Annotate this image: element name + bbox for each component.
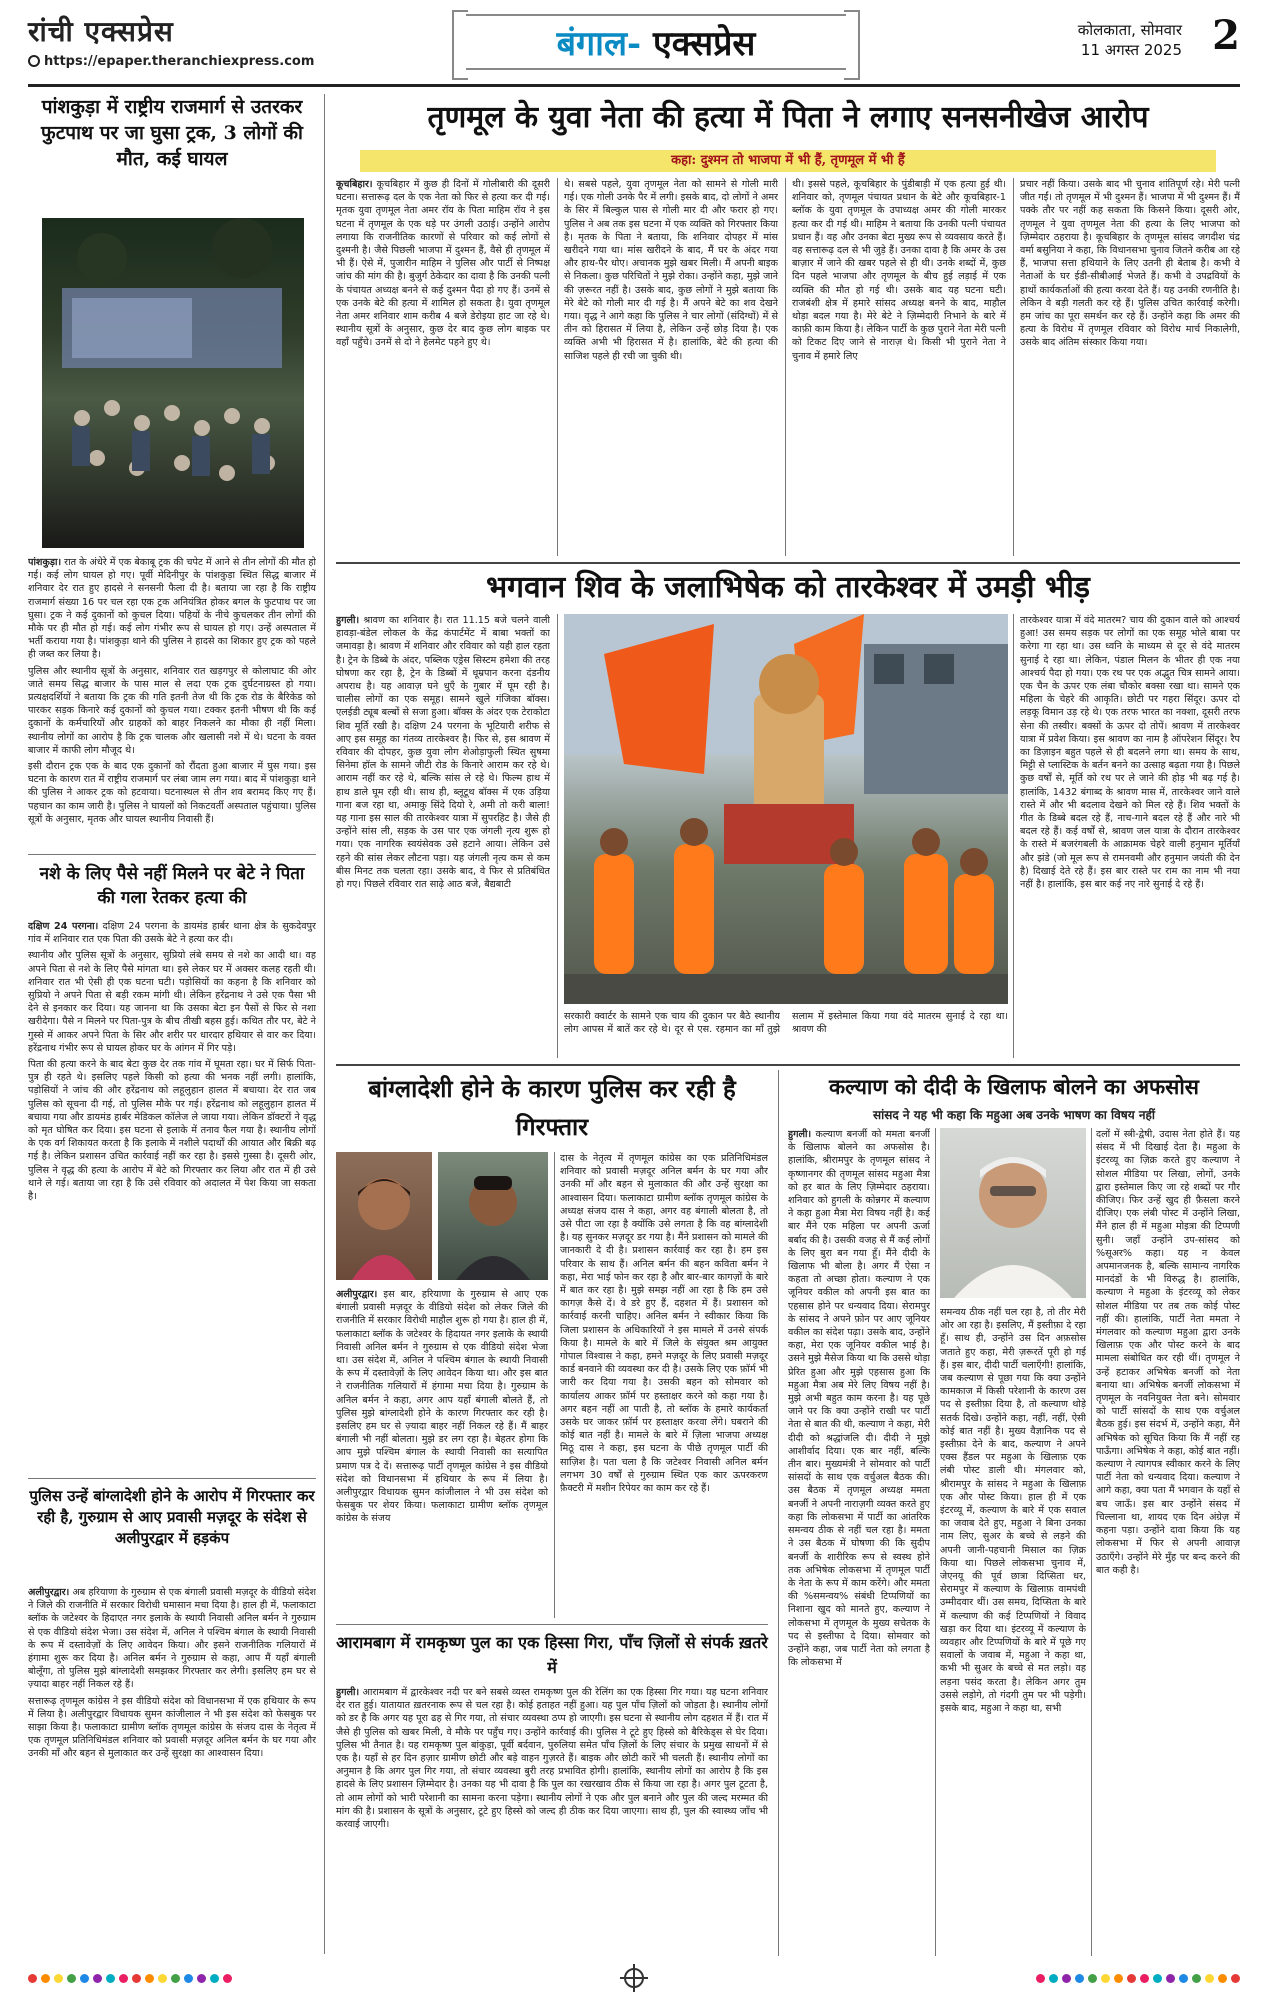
masthead-rule (28, 84, 1240, 87)
color-bar-right (1036, 1974, 1240, 1983)
lead-col4: प्रचार नहीं किया। उसके बाद भी चुनाव शांतिपूर्ण रहे। मेरी पत्नी जीत गईं। तो तृणमूल में भी दुश्मन हैं। भाजपा में भी दुश्मन हैं। मैं पक्के तौर पर नहीं कह सकता कि किसने किया। दूसरी ओर, तृणमूल ने युवा तृणमूल नेता की हत्या के लिए भाजपा को ज़िम्मेदार ठहराया है। कूचबिहार के तृणमूल सांसद जगदीश चंद्र वर्मा बसुनिया ने कहा, कि विधानसभा चुनाव जितने करीब आ रहे हैं, भाजपा सत्ता हथियाने के लिए उतनी ही बेताब है। कभी वे नेताओं के घर ईडी-सीबीआई भेजते हैं। कभी वे उपद्रवियों के हाथों कार्यकर्ताओं की हत्या करवा देते हैं। यह उनकी रणनीति है। लेकिन वे बड़ी गलती कर रहे हैं। पुलिस उचित कार्रवाई करेगी। हम जांच का पूरा समर्थन कर रहे हैं। उन्होंने कहा कि अमर की हत्या के विरोध में तृणमूल रविवार को विरोध मार्च निकालेगी, उसके बाद अंतिम संस्कार किया गया। (1020, 179, 1240, 349)
color-dot (1088, 1974, 1097, 1983)
color-dot (1205, 1974, 1214, 1983)
story2-dateline: दक्षिण 24 परगना। (28, 921, 99, 932)
color-dot (210, 1974, 219, 1983)
lead-col3: थी। इससे पहले, कूचबिहार के पुंडीबाड़ी में एक हत्या हुई थी। शनिवार को, तृणमूल पंचायत प्रधान के बेटे और कूचबिहार-1 ब्लॉक के युवा तृणमूल के उपाध्यक्ष अमर की गोली मारकर हत्या कर दी गई थी। माहिम ने बताया कि उनकी पत्नी पंचायत प्रधान हैं। वह और उनका बेटा मुख्य रूप से व्यवसाय करते हैं। वह सत्तारूढ़ दल से भी जुड़े हैं। उनका दावा है कि अमर के उस बाज़ार में जाने की खबर पहले से ही थी। उनके शब्दों में, कुछ दिन पहले भाजपा और तृणमूल के बीच हुई लड़ाई में एक व्यक्ति की मौत हो गई थी। उसके बाद यह घटना घटी। राजबंशी क्षेत्र में हमारे सांसद अध्यक्ष बनने के बाद, माहौल थोड़ा बदल गया है। मेरे बेटे ने ज़िम्मेदारी निभाने के बारे में काफ़ी काम किया है। लेकिन पार्टी के कुछ पुराने नेता मेरी पत्नी को टिकट दिए जाने से नाराज़ थे। किसी भी पुराने नेता ने चुनाव में हमारे लिए (792, 179, 1006, 362)
color-dot (184, 1974, 193, 1983)
color-dot (28, 1974, 37, 1983)
color-bar-left (28, 1974, 232, 1983)
story3-dateline: अलीपुरद्वार। (28, 1587, 70, 1598)
paper-name[interactable]: रांची एक्सप्रेस (28, 15, 174, 48)
tarakeswar-rule-2 (1013, 614, 1014, 1058)
lead-subhead: कहा: दुश्मन तो भाजपा में भी हैं, तृणमूल में भी हैं (360, 150, 1216, 172)
city-day: कोलकाता, सोमवार (1077, 21, 1182, 39)
lead-rule-1 (557, 178, 558, 556)
color-dot (119, 1974, 128, 1983)
color-dot (145, 1974, 154, 1983)
tarakeswar-col1 (336, 614, 550, 1058)
registration-mark-icon (624, 1968, 644, 1988)
color-dot (1114, 1974, 1123, 1983)
kalyan-col2: समन्वय ठीक नहीं चल रहा है, तो तीर मेरी ओर आ रहा है। इसलिए, मैं इस्तीफ़ा दे रहा हूँ। साथ ही, उन्होंने उस दिन अफ़सोस जताते हुए कहा, मेरी ज़रूरतें पूरी हो गई हैं। इस बार, दीदी पार्टी चलाएँगी! हालांकि, जब कल्याण से पूछा गया कि क्या उन्होंने कामकाज में किसी परेशानी के कारण उस पद से इस्तीफ़ा दिया है, तो कल्याण थोड़े सतर्क दिखे। उन्होंने कहा, नहीं, नहीं, ऐसी कोई बात नहीं है। मुख्य वैज्ञानिक पद से इस्तीफ़ा देने के बाद, कल्याण ने अपने एक्स हैंडल पर महुआ के खिलाफ़ एक लंबी पोस्ट डाली थी। मंगलवार को, श्रीरामपुर के सांसद ने महुआ के खिलाफ़ एक और पोस्ट किया। हाल ही में एक इंटरव्यू में, कल्याण के बारे में एक सवाल का जवाब देते हुए, महुआ ने बिना उनका नाम लिए, सुअर के बच्चे से लड़ने की अपनी जानी-पहचानी मिसाल का ज़िक्र किया था। पिछले लोकसभा चुनाव में, जेएनयू की पूर्व छात्रा दिप्सिता धर, सेरामपुर में कल्याण के खिलाफ़ वामपंथी उम्मीदवार थीं। उस समय, दिप्सिता के बारे में कल्याण की कई टिप्पणियों ने विवाद खड़ा कर दिया था। इंटरव्यू में कल्याण के व्यवहार और टिप्पणियों के बारे में पूछे गए सवालों के जवाब में, महुआ ने कहा था, कभी भी सुअर के बच्चे से मत लड़ो। वह लड़ना पसंद करता है। लेकिन अगर तुम उससे लड़ोगे, तो गंदगी तुम पर भी पड़ेगी। इसके बाद, महुआ ने कहा था, सभी (940, 1307, 1086, 1715)
lead-dateline: कूचबिहार। (336, 179, 373, 190)
arambagh-body (336, 1686, 768, 1956)
section-title (557, 19, 756, 65)
color-dot (67, 1974, 76, 1983)
color-dot (93, 1974, 102, 1983)
lead-headline[interactable]: तृणमूल के युवा नेता की हत्या में पिता ने लगाए सनसनीखेज आरोप (427, 100, 1149, 135)
color-dot (1049, 1974, 1058, 1983)
kalyan-headline[interactable]: कल्याण को दीदी के खिलाफ बोलने का अफसोस (828, 1074, 1200, 1099)
tarakeswar-dateline: हुगली। (336, 615, 360, 626)
kalyan-dateline: हुगली। (788, 1129, 812, 1140)
kalyan-portrait-illustration (940, 1128, 1086, 1298)
migrant-worker-illustration (438, 1152, 548, 1280)
lead-col1-text: कूचबिहार में कुछ ही दिनों में गोलीबारी की दूसरी घटना। सत्तारूढ़ दल के एक नेता को फिर से हत्या कर दी गई। मृतक युवा तृणमूल नेता अमर रॉय के पिता माहिम रॉय ने इस घटना में तृणमूल के एक धड़े पर उंगली उठाई। उन्होंने आरोप लगाया कि राजनीतिक कारणों से परिवार को कई लोगों से दुश्मनी है। जैसे पिछली भाजपा में दुश्मन हैं, वैसे ही तृणमूल में भी हैं। ऐसे में, पुजारीन माहिम ने पुलिस और पार्टी से निष्पक्ष जांच की मांग की है। बुजुर्ग ठेकेदार का दावा है कि उनकी पत्नी के पंचायत अध्यक्ष बनने से कई दुश्मन पैदा हो गए हैं। उनमें से एक उनके बेटे की हत्या में शामिल हो सकता है। युवा तृणमूल नेता अमर शनिवार शाम करीब 4 बजे डेरोइया हाट जा रहे थे। स्थानीय सूत्रों के अनुसार, कुछ देर बाद कुछ लोग बाइक पर वहाँ पहुँचे। उनमें से दो ने हेलमेट पहने हुए थे। (336, 179, 550, 349)
kalyan-subhead: सांसद ने यह भी कहा कि महुआ अब उनके भाषण का विषय नहीं (873, 1108, 1155, 1122)
tarakeswar-caption-text: सरकारी क्वार्टर के सामने एक चाय की दुकान पर बैठे स्थानीय लोग आपस में बातें कर रहे थे। दूर से एस. रहमान का माँ तुझे सलाम में इस्तेमाल किया गया वंदे मातरम सुनाई दे रहा था। श्रावण की (564, 1011, 1008, 1036)
tarakeswar-rule-1 (557, 614, 558, 1058)
kalyan-rule-1 (935, 1128, 936, 1956)
color-dot (1101, 1974, 1110, 1983)
bangladeshi-bottom-rule (336, 1624, 768, 1625)
tarakeswar-headline[interactable]: भगवान शिव के जलाभिषेक को तारकेश्वर में उमड़ी भीड़ (486, 570, 1090, 605)
kalyan-col3: दलों में स्त्री-द्वेषी, उदास नेता होते हैं। यह संसद में भी दिखाई देता है। महुआ के इंटरव्यू का ज़िक्र करते हुए कल्याण ने सोशल मीडिया पर लिखा, लोगों, उनके द्वारा इस्तेमाल किए जा रहे शब्दों पर गौर कीजिए। फिर उन्हें खुद ही फ़ैसला करने दीजिए। एक लंबी पोस्ट में उन्होंने लिखा, मैंने हाल ही में महुआ मोइत्रा की टिप्पणी सुनी। जहाँ उन्होंने उप-सांसद को %सूअर% कहा। यह न केवल अपमानजनक है, बल्कि सामान्य नागरिक मानदंडों के भी विरुद्ध है। हालांकि, कल्याण ने महुआ के इंटरव्यू को लेकर सोशल मीडिया पर तब तक कोई पोस्ट नहीं की। हालांकि, पार्टी नेता ममता ने मंगलवार को कल्याण महुआ द्वारा उनके खिलाफ़ एक और पोस्ट करने के बाद मामला संबोधित कर रही थीं। तृणमूल ने उन्हें हटाकर अभिषेक बनर्जी को नेता बनाया था। अभिषेक बनर्जी लोकसभा में तृणमूल के नवनियुक्त नेता बने। सोमवार को पार्टी सांसदों के साथ एक वर्चुअल बैठक हुई। इस संदर्भ में, उन्होंने कहा, मैंने अभिषेक को सूचित किया कि मैं नहीं रह पाऊँगा। अभिषेक ने कहा, कोई बात नहीं। कल्याण ने त्यागपत्र स्वीकार करने के लिए पार्टी नेता को धन्यवाद दिया। कल्याण ने आगे कहा, क्या पता मैं भगवान के यहाँ से बच जाऊँ। इस बार उन्होंने संसद में चिल्लाना था, शायद एक दिन अंग्रेज़ में कहना पड़ा। उन्होंने दावा किया कि यह लोकसभा में फिर से अपनी आवाज़ उठाएँगे। उन्होंने मेरे मुँह पर बन्द करने की बात कही है। (1096, 1129, 1240, 1576)
dateline-box (1078, 20, 1182, 60)
center-right-rule (778, 1070, 779, 1956)
lead-col1 (336, 178, 550, 556)
section-title-part1: बंगाल- (556, 24, 642, 64)
kalyan-col1-text: कल्याण बनर्जी को ममता बनर्जी के खिलाफ बोलने का अफसोस है। हालांकि, श्रीरामपुर के तृणमूल सांसद ने कृष्णानगर की तृणमूल सांसद महुआ मैत्रा को हर बात के लिए ज़िम्मेदार ठहराया। शनिवार को हुगली के कोन्नगर में कल्याण ने कहा हुआ मैत्रा मेरा विषय नहीं है। कई बार मैंने एक महिला पर अपनी ऊर्जा बर्बाद की है। उसकी वजह से मैं कई लोगों के लिए बुरा बन गया हूँ। मैंने दीदी के खिलाफ भी बोला है। अगर मैं ऐसा न कहता तो अच्छा होता। कल्याण ने एक जूनियर वकील को अपनी इस बात का एहसास होने पर धन्यवाद दिया। सेरामपुर के सांसद ने अपने फ़ोन पर आए जूनियर वकील का संदेश पढ़ा। उसके बाद, उन्होंने कहा, मेरा एक जूनियर वकील भाई है। उसने मुझे मैसेज किया था कि उससे थोड़ा प्रेरित हुआ और मुझे एहसास हुआ कि महुआ मैत्रा अब मेरे लिए विषय नहीं है। मुझे अभी बहुत काम करना है। यह पूछे जाने पर कि क्या उन्होंने राखी पर पार्टी नेता से बात की थी, कल्याण ने कहा, मेरी दीदी को श्रद्धांजलि दी। दीदी ने मुझे आशीर्वाद दिया। एक बार नहीं, बल्कि तीन बार। मुख्यमंत्री ने सोमवार को पार्टी सांसदों के साथ एक वर्चुअल बैठक की। उस बैठक में तृणमूल अध्यक्ष ममता बनर्जी ने अपनी नाराज़गी व्यक्त करते हुए कहा कि लोकसभा में पार्टी का आंतरिक समन्वय ठीक से नहीं चल रहा है। ममता ने उस बैठक में घोषणा की कि सुदीप बनर्जी के शारीरिक रूप से स्वस्थ होने तक अभिषेक लोकसभा में तृणमूल पार्टी के नेता के रूप में काम करेंगे। और ममता की %समन्वय% संबंधी टिप्पणियों का निशाना खुद को मानते हुए, कल्याण ने लोकसभा में तृणमूल के मुख्य सचेतक के पद से इस्तीफा दे दिया। सोमवार को उन्होंने कहा, जब पार्टी नेता को लगता है कि लोकसभा में (788, 1129, 930, 1669)
bangladeshi-headline[interactable]: बांग्लादेशी होने के कारण पुलिस कर रही है गिरफ्तार (368, 1074, 736, 1141)
tarakeswar-bottom-rule (336, 1064, 1240, 1066)
lead-bottom-rule (336, 562, 1240, 564)
story1-dateline: पांशकुड़ा। (28, 557, 62, 568)
section-title-part2: एक्सप्रेस (641, 24, 756, 64)
color-dot (1075, 1974, 1084, 1983)
bangladeshi-dateline: अलीपुरद्वार। (336, 1289, 378, 1300)
story3-body (28, 1586, 316, 1952)
color-dot (171, 1974, 180, 1983)
story2-body-p2: स्थानीय और पुलिस सूत्रों के अनुसार, सुप्रियो लंबे समय से नशे का आदी था। वह अपने पिता से नशे के लिए पैसे मांगता था। इसे लेकर घर में अक्सर कलह रहती थी। शनिवार रात भी ऐसी ही एक घटना घटी। पड़ोसियों का कहना है कि शनिवार को सुप्रियो ने अपने पिता से बड़ी रकम मांगी थी। लेकिन हरेंद्रनाथ ने उसे एक पैसा भी देने से इनकार कर दिया। यह जानना था कि उसका बेटा इन पैसों से फिर से नशा खरीदेगा। पैसे न मिलने पर पिता-पुत्र के बीच तीखी बहस हुई। कथित तौर पर, बेटे ने गुस्से में आकर अपने पिता के सिर और शरीर पर धारदार हथियार से वार कर दिया। हरेंद्रनाथ गंभीर रूप से घायल होकर घर के आंगन में गिर पड़े। (28, 950, 316, 1054)
lead-rule-2 (785, 178, 786, 556)
tarakeswar-col3: तारकेश्वर यात्रा में वंदे मातरम? चाय की दुकान वाले को आश्चर्य हुआ! उस समय सड़क पर लोगों का एक समूह भोले बाबा पर करेगा गा रहा था। उस ध्वनि के माध्यम से दूर से वंदे मातरम सुनाई दे रहा था। लेकिन, पंडाल मिलन के भीतर ही एक नया आश्चर्य पैदा हो गया। एक रथ पर एक अद्भुत चित्र सामने आया। एक चैन के ऊपर एक लंबा चौकोर बक्सा रखा था। सामने एक महिला के चेहरे की आकृति। छोटी पर गहरा सिंदूर। ऊपर दो लड़कू विमान उड़ रहे थे। एक तरफ भारत का नक्शा, दूसरी तरफ सेना की तस्वीर। बक्सों के ऊपर दो तोपें। श्रावण में तारकेश्वर यात्रा में प्रवेश किया। इस श्रावण का नाम है ऑपरेशन सिंदूर। रैप का डिज़ाइन बहुत पहले से ही बदलने लगा था। समय के साथ, मिट्टी से प्लास्टिक के बर्तन बनने का उत्साह बढ़ता गया है। पिछले कुछ वर्षों से, मूर्ति को रथ पर ले जाने की होड़ भी बढ़ गई है। हालांकि, 1432 बंगाब्द के श्रावण मास में, तारकेश्वर जाने वाले रास्ते में और भी बदलाव देखने को मिल रहे हैं। शिव भक्तों के गीत के डिब्बे बदल रहे हैं, नाच-गाने बदल रहे हैं और नारे भी बदल रहे हैं। कई वर्षों से, श्रावण जल यात्रा के दौरान तारकेश्वर के रास्ते में बजरंगबली के आक्रामक चेहरे वाली हनुमान मूर्तियाँ और झंडे (जो मूल रूप से रामनवमी और हनुमान जयंती की देन है) दिखाई देते रहे हैं। इस बार रास्ते पर राम का नाम भी नया नहीं है। हालांकि, इस बार कई नए नारे सुनाई दे रहे हैं। (1020, 615, 1240, 891)
story3-headline[interactable]: पुलिस उन्हें बांग्लादेशी होने के आरोप में गिरफ्तार कर रही है, गुरुग्राम से आए प्रवासी मज़दूर के संदेश से अलीपुरद्वार में हड़कंप (29, 1487, 315, 1547)
left-divider-2 (28, 1478, 316, 1479)
epaper-url-text[interactable]: https://epaper.theranchiexpress.com (44, 54, 315, 69)
globe-icon (28, 55, 40, 67)
migrant-worker-photo[interactable] (438, 1152, 548, 1280)
left-column (28, 94, 316, 1954)
section-banner (466, 14, 846, 70)
kanwar-yatra-illustration (564, 614, 1008, 1004)
truck-accident-illustration (42, 218, 304, 548)
arambagh-dateline: हुगली। (336, 1687, 360, 1698)
color-dot (106, 1974, 115, 1983)
color-dot (1140, 1974, 1149, 1983)
color-dot (197, 1974, 206, 1983)
story3-body-p2: सत्तारूढ़ तृणमूल कांग्रेस ने इस वीडियो संदेश को विधानसभा में एक हथियार के रूप में लिया है। अलीपुरद्वार विधायक सुमन कांजीलाल ने भी इस संदेश को फेसबुक पर साझा किया है। फलाकाटा ग्रामीण ब्लॉक तृणमूल कांग्रेस के संजय दास के नेतृत्व में एक तृणमूल प्रतिनिधिमंडल शनिवार को प्रवासी मज़दूर अनिल बर्मन के घर गया और उनकी माँ और बहन से मुलाकात कर उन्हें सुरक्षा का आश्वासन दिया। (28, 1695, 316, 1760)
bangladeshi-col2: दास के नेतृत्व में तृणमूल कांग्रेस का एक प्रतिनिधिमंडल शनिवार को प्रवासी मज़दूर अनिल बर्मन के घर गया और उनकी माँ और बहन से मुलाकात की और उन्हें सुरक्षा का आश्वासन दिया। फलाकाटा ग्रामीण ब्लॉक तृणमूल कांग्रेस के अध्यक्ष संजय दास ने कहा, अगर वह बंगाली बोलता है, तो उसे पीटा जा रहा है क्योंकि उसे लगता है कि वह बांग्लादेशी है। यह सुनकर मज़दूर डर गया है। मैंने प्रशासन को मामले की जानकारी दे दी है। प्रशासन कार्रवाई कर रहा है। हम इस परिवार के साथ हैं। अनिल बर्मन की बहन कविता बर्मन ने कहा, मेरा भाई फोन कर रहा है और बार-बार कागज़ों के बारे में बात कर रहा है। मुझे समझ नहीं आ रहा है कि हम उसे कागज़ कैसे दें। वे डरे हुए हैं, दहशत में हैं। प्रशासन को कार्रवाई करनी चाहिए। अनिल बर्मन ने स्वीकार किया कि जिला प्रशासन के अधिकारियों ने इस मामले में उनसे संपर्क किया है। मामले के बारे में जिले के संयुक्त श्रम आयुक्त गोपाल विश्वास ने कहा, हमने मज़दूर के लिए प्रवासी मज़दूर कार्ड बनवाने की व्यवस्था कर दी है। उसके लिए एक फ़ॉर्म भी जारी कर दिया गया है। उसकी बहन को सोमवार को कार्यालय आकर फ़ॉर्म पर हस्ताक्षर करने को कहा गया है। अगर बहन नहीं आ पाती है, तो ब्लॉक के हमारे कार्यकर्ता उसके घर जाकर फ़ॉर्म पर हस्ताक्षर करवा लेंगे। घबराने की कोई बात नहीं है। मामले के बारे में ज़िला भाजपा अध्यक्ष मिठू दास ने कहा, इस घटना के पीछे तृणमूल पार्टी की साज़िश है। पता चला है कि जटेश्वर निवासी अनिल बर्मन लगभग 30 वर्षों से गुरुग्राम स्थित एक कार ऊपरकरण फ़ैक्टरी में मशीन रिपेयर का काम कर रहे हैं। (560, 1153, 768, 1495)
tarakeswar-col1-text: श्रावण का शनिवार है। रात 11.15 बजे चलने वाली हावड़ा-बंडेल लोकल के केंद्र कंपार्टमेंट में बाबा भक्तों का जमावड़ा है। श्रावण में शनिवार और रविवार को यही हाल रहता है। ट्रेन के डिब्बे के अंदर, पब्लिक एड्रेस सिस्टम हमेशा की तरह घोषणा कर रहा है, ट्रेन के डिब्बों में धूम्रपान करना दंडनीय अपराध है। यह आवाज़ घने धुएँ के गुबार में घूम रही है। चालीस लोगों का एक समूह। सामने खुले गंजिका बॉक्स। एलईडी ट्यूब बल्बों से सजा हुआ। बॉक्स के अंदर एक टेराकोटा शिव मूर्ति रखी है। दक्षिण 24 परगना के भूटियारी शरीफ से आए इस समूह का गंतव्य तारकेश्वर है। फिर से, इस श्रावण में रविवार की दोपहर, कुछ युवा लोग शेओड़ाफुली स्थित सुषमा सिनेमा हॉल के सामने जीटी रोड के किनारे आराम कर रहे थे। आराम नहीं कर रहे थे, बल्कि सांस ले रहे थे। फिल्म हाथ में हाथ डाले घूम रही थी। साथ ही, ब्लूटूथ बॉक्स में एक उड़िया गाना बज रहा था, अमाकु सिंदे दियो रे, अमी तो करी बाला! यह गाना इस साल की तारकेश्वर यात्रा में सुपरहिट है। जैसे ही उन्होंने सांस ली, सड़क के उस पार एक जंगली नृत्य शुरू हो गया। एक नागरिक स्वयंसेवक उसे हटाने आया। लेकिन उसे रहने की सांस लेकर लौटना पड़ा। यह जंगली नृत्य कम से कम बीस मिनट तक चलता रहा। उसके बाद, वे फिर से प्रतिबंधित हो गए। पिछले रविवार रात साढ़े आठ बजे, बैद्यबाटी (336, 615, 550, 891)
kalyan-col1 (788, 1128, 930, 1956)
bangladeshi-rule-1 (554, 1152, 555, 1618)
story1-headline[interactable]: पांशकुड़ा में राष्ट्रीय राजमार्ग से उतरकर फुटपाथ पर जा घुसा ट्रक, 3 लोगों की मौत, कई घायल (41, 96, 303, 170)
color-dot (41, 1974, 50, 1983)
color-dot (1231, 1974, 1240, 1983)
lead-rule-3 (1013, 178, 1014, 556)
masthead (28, 10, 1240, 80)
story1-body-p2: पुलिस और स्थानीय सूत्रों के अनुसार, शनिवार रात खड़गपुर से कोलाघाट की ओर जाते समय सिद्ध बाजार के पास माल से लदा एक ट्रक दुर्घटनाग्रस्त हो गया। प्रत्यक्षदर्शियों ने बताया कि ट्रक की गति इतनी तेज थी कि ट्रक रोड के बैरिकेड को पारकर सड़क किनारे कई दुकानों को कुचल गया। टक्कर इतनी भीषण थी कि कई दुकानों के कर्मचारियों और ग्राहकों को बाहर निकलने का मौका ही नहीं मिला। स्थानीय लोगों का आरोप है कि ट्रक चालक और खलासी नशे में थे। घटना के वक्त बाजार में काफी लोग मौजूद थे। (28, 665, 316, 756)
color-dot (1153, 1974, 1162, 1983)
color-dot (1166, 1974, 1175, 1983)
lead-col2: थे। सबसे पहले, युवा तृणमूल नेता को सामने से गोली मारी गई। एक गोली उनके पैर में लगी। इसके बाद, दो लोगों ने अमर के सिर में बिल्कुल पास से गोली मार दी और फरार हो गए। पुलिस ने अब तक इस घटना में एक व्यक्ति को गिरफ्तार किया है। मृतक के पिता ने बताया, कि शनिवार दोपहर में मांस खरीदने गया था। मांस खरीदने के बाद, मैं घर के अंदर गया और हाथ-पैर धोए। अचानक मुझे खबर मिली। मैं अपनी बाइक से निकला। कुछ परिचितों ने मुझे रोका। उन्होंने कहा, मुझे जाने की ज़रूरत नहीं है। उसके बाद, कुछ लोगों ने मुझे बताया कि मेरे बेटे को गोली मार दी गई है। मैं अपने बेटे का शव देखने गया। वृद्ध ने आगे कहा कि पुलिस ने चार लोगों (संदिग्धों) में से तीन को हिरासत में लिया है, लेकिन उन्हें छोड़ दिया है। एक व्यक्ति अभी भी हिरासत में है। हालांकि, बेटे की हत्या की साजिश पहले ही रची जा चुकी थी। (564, 179, 778, 362)
truck-accident-photo[interactable] (42, 218, 304, 548)
story1-body (28, 556, 316, 846)
color-dot (1192, 1974, 1201, 1983)
kalyan-rule-2 (1091, 1128, 1092, 1956)
arambagh-body-text: आरामबाग में द्वारकेश्वर नदी पर बने सबसे व्यस्त रामकृष्ण पुल की रेलिंग का एक हिस्सा गिर गया। यह घटना शनिवार देर रात हुई। यातायात ख़तरनाक रूप से चल रहा है। कोई हताहत नहीं हुआ। यह पुल पाँच ज़िलों को जोड़ता है। स्थानीय लोगों को डर है कि अगर यह पूरा ढह से गिर गया, तो संचार व्यवस्था ठप्प हो जाएगी। इस घटना से स्थानीय लोग दहशत में हैं। रात में जैसे ही पुलिस को खबर मिली, वे मौके पर पहुँच गए। उन्होंने कार्रवाई की। पुलिस ने टूटे हुए हिस्से को बैरिकेड्स से घेर दिया। पुलिस भी तैनात है। यह रामकृष्ण पुल बांकुड़ा, पूर्वी बर्दवान, पुरुलिया समेत पाँच ज़िलों के लिए संचार के प्रमुख साधनों में से एक है। यहाँ से हर दिन हज़ार ग्रामीण छोटी और बड़े वाहन गुज़रते हैं। बाइक और छोटी कारें भी चलती हैं। स्थानीय लोगों का अनुमान है कि अगर पुल गिर गया, तो संचार व्यवस्था बुरी तरह प्रभावित होगी। हालांकि, स्थानीय लोगों का आरोप है कि इस हादसे के लिए प्रशासन ज़िम्मेदार है। उनका यह भी दावा है कि पुल का रखरखाव ठीक से किया जा रहा है। अगर पुल टूटता है, तो आम लोगों को भारी परेशानी का सामना करना पड़ेगा। स्थानीय लोगों ने एक और पुल बनाने और पुल की जल्द मरम्मत की मांग की है। प्रशासन के सूत्रों के अनुसार, टूटे हुए हिस्से को जल्द ही ठीक कर दिया जाएगा। साथ ही, पुल की स्वास्थ्य जाँच भी करवाई जाएगी। (336, 1687, 768, 1831)
left-column-rule (324, 94, 325, 1954)
story1-body-p3: इसी दौरान ट्रक एक के बाद एक दुकानों को रौंदता हुआ बाजार में घुस गया। इस घटना के कारण रात में राष्ट्रीय राजमार्ग पर लंबा जाम लग गया। बाद में पांशकुड़ा थाने की पुलिस ने आकर ट्रक को हटवाया। घटनास्थल से तीन शव बरामद किए गए हैं। पहचान का काम जारी है। पुलिस ने घायलों को निकटवर्ती अस्पताल पहुंचाया। पुलिस सूत्रों के अनुसार, मृतक और घायल स्थानीय निवासी हैं। (28, 761, 316, 825)
color-dot (54, 1974, 63, 1983)
color-dot (132, 1974, 141, 1983)
color-dot (1127, 1974, 1136, 1983)
color-dot (1036, 1974, 1045, 1983)
page-number: 2 (1212, 12, 1240, 59)
story2-body (28, 920, 316, 1470)
color-dot (158, 1974, 167, 1983)
issue-date: 11 अगस्त 2025 (1080, 41, 1182, 59)
left-divider-1 (28, 854, 316, 855)
story2-headline[interactable]: नशे के लिए पैसे नहीं मिलने पर बेटे ने पिता की गला रेतकर हत्या की (39, 864, 305, 908)
story3-body-p1: अब हरियाणा के गुरुग्राम से एक बंगाली प्रवासी मज़दूर के वीडियो संदेश ने जिले की राजनीति में सरकार विरोधी घमासान मचा दिया है। हाल ही में, फलाकाटा ब्लॉक के जटेश्वर के हिदाएत नगर इलाके के स्थायी निवासी अनिल बर्मन ने गुरुग्राम से एक वीडियो संदेश भेजा। उस संदेश में, अनिल ने पश्चिम बंगाल के स्थायी निवासी के रूप में दस्तावेज़ों के लिए आवेदन किया। और इसने राजनीतिक गलियारों में हंगामा शुरू कर दिया है। अनिल बर्मन ने गुरुग्राम से कहा, आप मैं यहाँ बंगाली बोलूँगा, तो पुलिस मुझे बांग्लादेशी समझकर गिरफ्तार कर लेगी। इसलिए हम घर से ज़्यादा बाहर नहीं निकल रहे हैं। (28, 1587, 316, 1691)
woman-portrait-illustration (336, 1152, 432, 1280)
color-dot (1062, 1974, 1071, 1983)
story2-body-p1: दक्षिण 24 परगना के डायमंड हार्बर थाना क्षेत्र के सुकदेवपुर गांव में शनिवार रात एक पिता की उसके बेटे ने हत्या कर दी। (28, 921, 316, 946)
story2-body-p3: पिता की हत्या करने के बाद बेटा कुछ देर तक गांव में घूमता रहा। घर में सिर्फ पिता-पुत्र ही रहते थे। इसलिए पहले किसी को हत्या की भनक नहीं लगी। हालांकि, पड़ोसियों ने जांच की और हरेंद्रनाथ को लहूलुहान हालत में बचाया। देर रात जब पुलिस को सूचना दी गई, तो पुलिस मौके पर गई। हरेंद्रनाथ को लहूलुहान हालत में बचाया गया और डायमंड हार्बर मेडिकल कॉलेज ले जाया गया। लेकिन डॉक्टरों ने वृद्ध को मृत घोषित कर दिया। इस घटना से इलाके में तनाव फैल गया है। स्थानीय लोगों के एक वर्ग शिकायत करता है कि इलाके में नशीले पदार्थों की आयात और बिक्री बढ़ गई है। लेकिन प्रशासन उचित कार्रवाई नहीं कर रहा है। इससे गुस्सा है। दूसरी ओर, पुलिस ने वृद्ध की हत्या के आरोप में बेटे को गिरफ्तार कर लिया और रात में ही उसे थाने ले गई। बताया जा रहा है कि उसे रविवार को अदालत में पेश किया जा सकता है। (28, 1059, 316, 1203)
bangladeshi-col1-text: इस बार, हरियाणा के गुरुग्राम से आए एक बंगाली प्रवासी मज़दूर के वीडियो संदेश को लेकर जिले की राजनीति में सरकार विरोधी माहौल शुरू हो गया है। हाल ही में, फलाकाटा ब्लॉक के जटेश्वर के हिदायत नगर इलाके के स्थायी निवासी अनिल बर्मन ने गुरुग्राम से एक वीडियो संदेश भेजा था। उस संदेश में, अनिल ने पश्चिम बंगाल के स्थायी निवासी के रूप में दस्तावेज़ों के लिए आवेदन किया था। और इस बात ने राजनीतिक गलियारों में हंगामा मचा दिया है। गुरुग्राम के अनिल बर्मन ने कहा, अगर आप यहाँ बंगाली बोलते हैं, तो पुलिस मुझे बांग्लादेशी होने के कारण गिरफ्तार कर रही है। इसलिए हम घर से ज़्यादा बाहर नहीं निकल रहे हैं। मैं बाहर बंगाली भी नहीं बोलता। मुझे डर लग रहा है। बेहतर होगा कि आप मुझे पश्चिम बंगाल के स्थायी निवासी का सत्यापित प्रमाण पत्र दे दें। सत्तारूढ़ पार्टी तृणमूल कांग्रेस ने इस वीडियो संदेश को विधानसभा में हथियार के रूप में लिया है। अलीपुरद्वार विधायक सुमन कांजीलाल ने भी उस संदेश को फेसबुक पर शेयर किया। फलाकाटा ग्रामीण ब्लॉक तृणमूल कांग्रेस के संजय (336, 1289, 548, 1525)
color-dot (223, 1974, 232, 1983)
color-dot (1179, 1974, 1188, 1983)
story1-body-p1: रात के अंधेरे में एक बेकाबू ट्रक की चपेट में आने से तीन लोगों की मौत हो गई। कई लोग घायल हो गए। पूर्वी मेदिनीपुर के पांशकुड़ा स्थित सिद्ध बाजार में शनिवार देर रात हुए हादसे ने सनसनी फैला दी है। बताया जा रहा है कि राष्ट्रीय राजमार्ग संख्या 16 पर चल रहा एक ट्रक अनियंत्रित होकर बगल के फुटपाथ पर जा घुसा। ट्रक ने कई दुकानों को कुचल दिया। पहियों के नीचे कुचलकर तीन लोगों की मौके पर ही मौत हो गई। कई लोग गंभीर रूप से घायल हो गए। उन्हें अस्पताल में भर्ती कराया गया है। पांशकुड़ा थाने की पुलिस ने हादसे का शिकार हुए ट्रक को पहले ही जब्त कर लिया है। (28, 557, 316, 661)
epaper-url[interactable] (28, 54, 314, 69)
bangladeshi-col1 (336, 1288, 548, 1618)
kanwar-yatra-photo[interactable] (564, 614, 1008, 1004)
woman-portrait-photo[interactable] (336, 1152, 432, 1280)
arambagh-headline[interactable]: आरामबाग में रामकृष्ण पुल का एक हिस्सा गिरा, पाँच ज़िलों से संपर्क ख़तरे में (336, 1633, 768, 1677)
page-footer (28, 1968, 1240, 1988)
kalyan-banerjee-photo[interactable] (940, 1128, 1086, 1298)
color-dot (1218, 1974, 1227, 1983)
color-dot (80, 1974, 89, 1983)
